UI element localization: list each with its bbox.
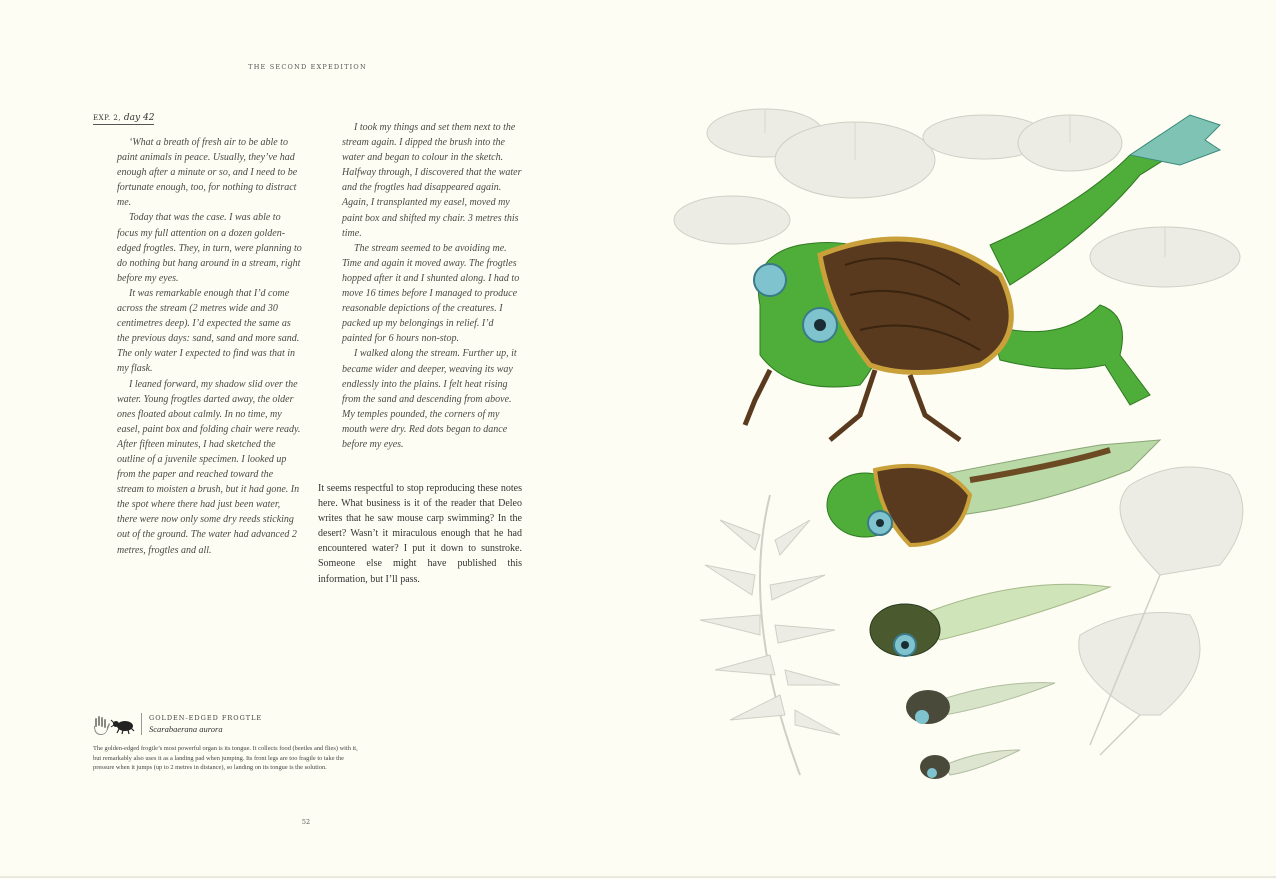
diary-paragraph: The stream seemed to be avoiding me. Time and again it moved away. The frogtles hopped after it and I shunted along. I had to move 16 times before I managed to produce reasonable depictions of the creatures. I packed up my belongings in relief. I’d painted for 6 hours non-stop. [342, 242, 520, 345]
diary-paragraph: I walked along the stream. Further up, it became wider and deeper, weaving its way endlessly into the plains. I felt heat rising from the sand and descending from above. My temples pounded, the corners of my mouth were dry. Red dots began to dance before my eyes. [342, 348, 517, 450]
species-description: The golden-edged frogtle’s most powerful organ is its tongue. It collects food (beetles and flies) with it, but remarkably also uses it as a landing pad when jumping. Its front legs are too fragile to take the pressure when it jumps (up to 2 metres in distance), so landing on its tongue is the solution. [93, 745, 358, 772]
ginkgo-leaves [1079, 467, 1243, 755]
diary-column-2 [342, 120, 524, 452]
caption-divider [141, 713, 142, 735]
page-number: 52 [301, 818, 311, 826]
juvenile-frogtle-1 [827, 440, 1160, 545]
tadpole-1 [870, 584, 1110, 656]
running-head: THE SECOND EXPEDITION [248, 63, 367, 71]
diary-paragraph: ‘What a breath of fresh air to be able to paint animals in peace. Usually, they’ve had enough after a minute or so, and I need to be fortunate enough, too, for nothing to distract me. [117, 137, 298, 209]
diary-paragraph: It was remarkable enough that I’d come across the stream (2 metres wide and 30 centimetres deep). I’d expected the same as the previous days: sand, sand and more sand. The only water I expected to find was that in my flask. [117, 287, 300, 375]
entry-heading [93, 113, 154, 125]
species-name: GOLDEN-EDGED FROGTLE [149, 714, 263, 722]
entry-label: EXP. 2, [93, 114, 122, 122]
fern-leaf [700, 495, 840, 775]
diary-paragraph: I leaned forward, my shadow slid over the water. Young frogtles darted away, the older ones floated about calmly. In no time, my easel, paint box and folding chair were ready. After fifteen minutes, I had sketched the outline of a juvenile specimen. I looked up from the paper and reached toward the stream to moisten a brush, but it had gone. In the spot where there had just been water, there were now only some dry reeds sticking out of the ground. The water had advanced 2 metres, frogtles and all. [117, 378, 301, 556]
caption-icons [93, 715, 139, 735]
diary-paragraph: I took my things and set them next to the stream again. I dipped the brush into the water and began to colour in the sketch. Halfway through, I discovered that the water and the frogtles had disappeared again. Again, I transplanted my easel, moved my paint box and shifted my chair. 3 metres this time. [342, 122, 522, 239]
entry-day: day 42 [123, 113, 155, 123]
diary-paragraph: Today that was the case. I was able to focus my full attention on a dozen golden-edged frogtles. They, in turn, were planning to do nothing but hang around in a stream, right before my eyes. [117, 212, 302, 284]
hand-icon [94, 716, 110, 735]
species-latin-name: Scarabaerana aurora [149, 724, 223, 734]
tadpole-2 [906, 683, 1055, 724]
diary-column-1 [117, 135, 302, 558]
frogtle-illustration [660, 95, 1260, 795]
page-bottom-edge [0, 876, 1276, 878]
beetle-icon [111, 720, 134, 734]
commentary-text: It seems respectful to stop reproducing these notes here. What business is it of the reader that Deleo writes that he saw mouse carp swimming? In the desert? Wasn’t it miraculous enough that he had encountered water? I put it down to sunstroke. Someone else might have published this information, but I’ll pass. [318, 483, 522, 585]
tadpole-3 [920, 750, 1020, 779]
